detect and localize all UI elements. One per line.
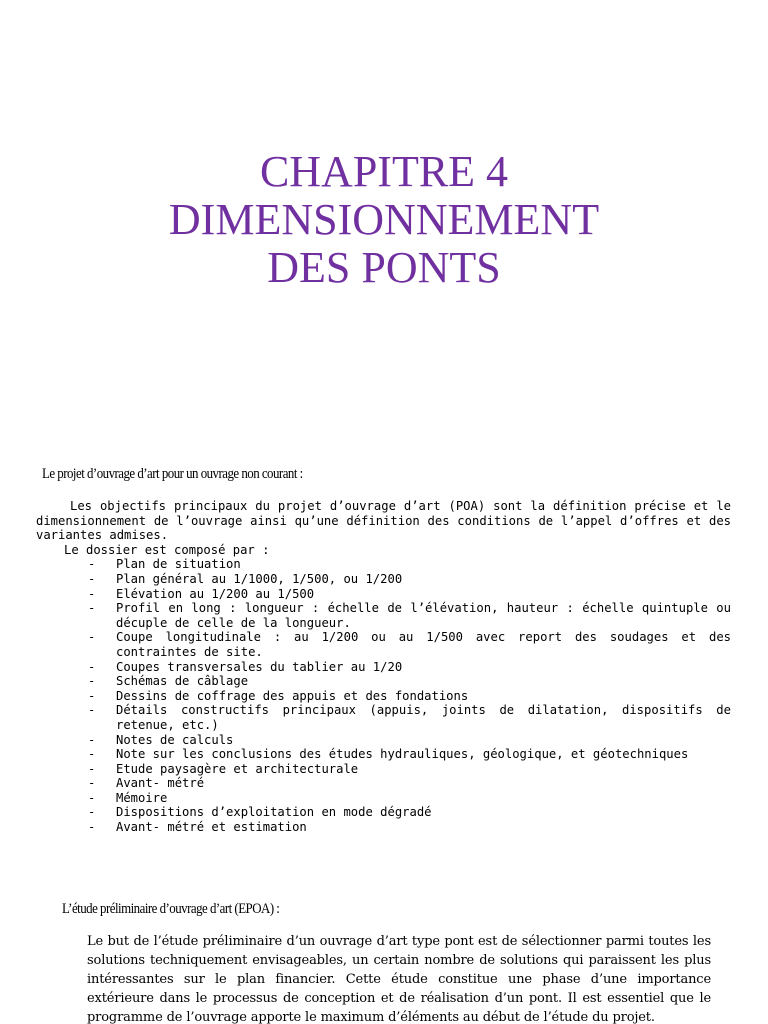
poa-list-item [36, 762, 731, 777]
poa-list-item [36, 733, 731, 748]
poa-list-item [36, 776, 731, 791]
chapter-title-line-1: CHAPITRE 4 [259, 147, 509, 196]
chapter-title-line-2: DIMENSIONNEMENT [168, 195, 600, 244]
list-dash-marker: - [88, 557, 96, 572]
poa-list-item-text: Etude paysagère et architecturale [116, 761, 359, 776]
chapter-title [0, 148, 768, 292]
list-dash-marker: - [88, 805, 96, 820]
chapter-title-line-3: DES PONTS [267, 243, 501, 292]
poa-list-item-text: Dispositions d’exploitation en mode dégradé [116, 805, 432, 820]
list-dash-marker: - [88, 747, 96, 762]
list-dash-marker: - [88, 761, 96, 776]
list-dash-marker: - [88, 630, 96, 645]
poa-list-item-text: Schémas de câblage [116, 674, 249, 689]
list-dash-marker: - [88, 688, 96, 703]
poa-list-item [36, 820, 731, 835]
list-dash-marker: - [88, 820, 96, 835]
poa-list-item [36, 747, 731, 762]
poa-list-item-text: Plan de situation [116, 557, 241, 572]
poa-list-item [36, 572, 731, 587]
poa-heading: Le projet d’ouvrage d’art pour un ouvrage non courant : [42, 466, 303, 482]
list-dash-marker: - [88, 732, 96, 747]
poa-list-item [36, 557, 731, 572]
poa-list-item-text: Dessins de coffrage des appuis et des fondations [116, 688, 469, 703]
list-dash-marker: - [88, 659, 96, 674]
list-dash-marker: - [88, 790, 96, 805]
poa-list-item-text: Mémoire [116, 790, 168, 805]
list-dash-marker: - [88, 776, 96, 791]
poa-list-item [36, 689, 731, 704]
poa-list-item-text: Notes de calculs [116, 732, 234, 747]
poa-list-item [36, 674, 731, 689]
poa-list-item [36, 630, 731, 659]
epoa-heading: L’étude préliminaire d’ouvrage d’art (EPOA) : [62, 901, 280, 917]
poa-list-item-text: Profil en long : longueur : échelle de l’élévation, hauteur : échelle quintuple ou décuple de celle de la longueur. [116, 601, 731, 630]
poa-list-item [36, 703, 731, 732]
poa-items-list [36, 557, 731, 834]
poa-section [36, 499, 731, 835]
list-dash-marker: - [88, 703, 96, 718]
poa-list-item-text: Elévation au 1/200 au 1/500 [116, 586, 315, 601]
list-dash-marker: - [88, 586, 96, 601]
poa-list-item-text: Coupes transversales du tablier au 1/20 [116, 659, 403, 674]
poa-list-item-text: Note sur les conclusions des études hydrauliques, géologique, et géotechniques [116, 747, 689, 762]
list-dash-marker: - [88, 674, 96, 689]
poa-list-item-text: Avant- métré [116, 776, 205, 791]
poa-list-item [36, 805, 731, 820]
poa-list-item [36, 660, 731, 675]
poa-list-item [36, 601, 731, 630]
poa-list-item-text: Détails constructifs principaux (appuis, joints de dilatation, dispositifs de retenue, etc.) [116, 703, 731, 732]
poa-list-item [36, 791, 731, 806]
poa-dossier-label: Le dossier est composé par : [64, 542, 270, 557]
list-dash-marker: - [88, 601, 96, 616]
poa-list-item-text: Plan général au 1/1000, 1/500, ou 1/200 [116, 571, 403, 586]
epoa-paragraph: Le but de l’étude préliminaire d’un ouvrage d’art type pont est de sélectionner parmi toutes les solutions techniquement envisageables, un certain nombre de solutions qui paraissent les plus intéressantes sur le plan financier. Cette étude constitue une phase d’une importance extérieure dans le processus de conception et de réalisation d’un pont. Il est essentiel que le programme de l’ouvrage apporte le maximum d’éléments au début de l’étude du projet. [87, 934, 711, 1024]
poa-list-item-text: Coupe longitudinale : au 1/200 ou au 1/500 avec report des soudages et des contraintes de site. [116, 630, 731, 659]
poa-list-item [36, 587, 731, 602]
poa-intro-paragraph: Les objectifs principaux du projet d’ouvrage d’art (POA) sont la définition précise et le dimensionnement de l’ouvrage ainsi qu’une définition des conditions de l’appel d’offres et des variantes admises. [36, 499, 731, 543]
poa-list-item-text: Avant- métré et estimation [116, 820, 307, 835]
list-dash-marker: - [88, 571, 96, 586]
